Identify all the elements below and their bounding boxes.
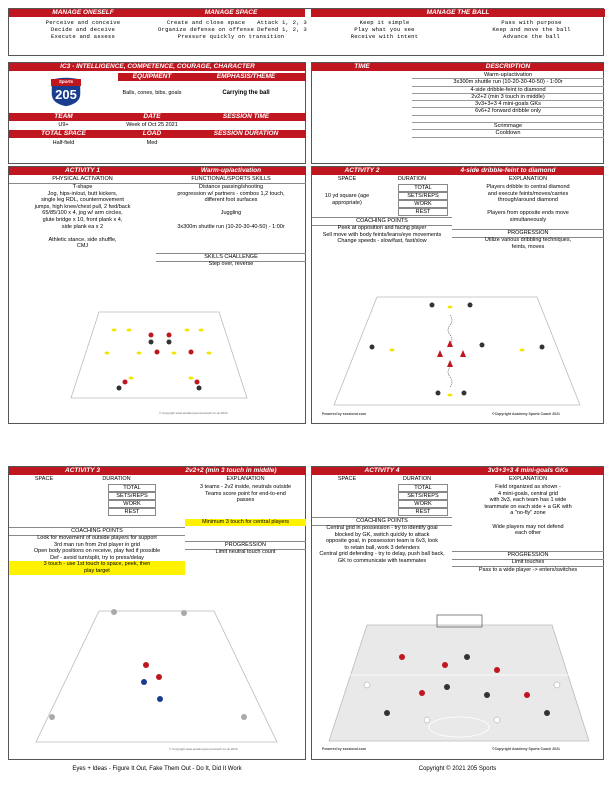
func-line: different foot surfaces — [204, 197, 258, 204]
prog-line: Utilize various dribbling techniques, — [484, 237, 572, 243]
func-line: progression w/ partners - combos 1,2 touch, — [177, 190, 285, 197]
duration-label: DURATION — [102, 476, 131, 482]
a4-expl-list — [452, 484, 604, 537]
schedule-row: Warm-up/activation — [412, 72, 604, 79]
space-header: TOTAL SPACE — [9, 130, 118, 138]
cp-line: Central grid defending - try to delay, push ball back, — [319, 551, 445, 558]
phys-line — [9, 230, 156, 237]
activity-3-diagram — [34, 607, 279, 747]
a2-cp-list — [312, 225, 452, 245]
expl-line: simultaneously — [509, 216, 547, 223]
a2-expl-list — [452, 184, 604, 224]
phys-line: single leg RDL, countermovement — [41, 197, 124, 204]
schedule-row: 6v6+2 forward dribble only — [412, 108, 604, 115]
ball-line: Advance the ball — [503, 33, 560, 40]
load-value: Med — [146, 140, 158, 146]
activity-4-copyright: ©Copyright Academy Sports Coach 2021 — [492, 747, 560, 751]
activity-1-diagram — [69, 310, 249, 400]
ball-line: Receive with intent — [350, 33, 419, 40]
expl-line: with 3v3, each team has 1 wide — [489, 497, 567, 504]
space-line: Organize defense on offense — [157, 26, 255, 33]
cp-line: Peek at opposition and facing player — [337, 225, 427, 231]
manage-oneself-list — [9, 19, 157, 40]
schedule-row: 3x300m shuttle run (10-20-30-40-50) - 1:00r — [412, 79, 604, 86]
prog-line: feints, moves — [511, 243, 545, 250]
phys-line: jumps, high knee/chest pull, 2 fwd/back — [34, 203, 131, 210]
space-label: SPACE — [34, 476, 54, 482]
activity-4-number: ACTIVITY 4 — [312, 467, 452, 475]
cp-line: to retain ball, work 3 defenders — [344, 544, 420, 551]
space-line: Attack 1, 2, 3 — [257, 19, 307, 26]
duration-label: DURATION — [397, 176, 427, 182]
expl-line: 4 mini-goals, central grid — [498, 490, 558, 497]
space-line: Defend 1, 2, 3 — [257, 26, 307, 33]
activity-2-number: ACTIVITY 2 — [312, 167, 412, 175]
activity-1-copyright: © Copyright www.academysoccercoach.co.uk 2019 — [159, 411, 228, 415]
activity-2-name: 4-side dribble-feint to diamond — [412, 167, 604, 175]
prog-line: Limit touches — [452, 559, 604, 567]
duration-sets: SETS/REPS — [398, 492, 448, 500]
activity-2-panel — [311, 166, 604, 424]
func-skills-label: FUNCTIONAL/SPORTS SKILLS — [156, 176, 306, 184]
coaching-points-label: COACHING POINTS — [312, 217, 452, 226]
phys-activation-label: PHYSICAL ACTIVATION — [9, 176, 156, 184]
schedule-row: Cooldown — [412, 130, 604, 137]
manage-ball-right — [458, 19, 605, 40]
schedule-panel — [311, 62, 604, 164]
skills-challenge-label: SKILLS CHALLENGE — [156, 253, 306, 262]
expl-line: teammate on each side + a GK with — [484, 503, 572, 510]
expl-line: and execute feints/moves/carries — [487, 190, 569, 197]
expl-line: through/around diamond — [498, 197, 558, 204]
activity-2-diagram — [332, 295, 582, 407]
expl-line: Players dribble to central diamond — [486, 184, 570, 190]
oneself-line: Decide and deceive — [50, 26, 116, 33]
logo — [49, 76, 83, 108]
progression-label: PROGRESSION — [452, 551, 604, 560]
expl-line: each other — [515, 530, 541, 537]
equipment-value: Balls, cones, bibs, goals — [122, 90, 182, 96]
activity-1-name: Warm-up/activation — [156, 167, 306, 175]
manage-ball-left — [311, 19, 458, 40]
space-line: Create and close space — [166, 19, 246, 26]
expl-line — [452, 204, 604, 211]
a3-cp-list — [9, 535, 185, 575]
manage-space-right — [255, 19, 309, 33]
progression-value: Limit neutral touch count — [215, 549, 276, 555]
schedule-row: Scrimmage — [412, 123, 604, 130]
manage-space-header: MANAGE SPACE — [157, 9, 305, 17]
activity-3-copyright: © Copyright www.academysoccercoach.co.uk 2019 — [169, 747, 238, 751]
expl-line: 3 teams - 2v2 inside, neutrals outside — [199, 484, 292, 490]
phys-line: side plank ea x 2 — [61, 223, 104, 230]
phys-line: Athletic stance, side shuffle, — [48, 236, 117, 243]
cp-line: Central grid in possession - try to identify goal — [326, 525, 438, 531]
expl-line: Wide players may not defend — [492, 523, 564, 530]
ball-line: Keep and move the ball — [492, 26, 571, 33]
load-header: LOAD — [118, 130, 186, 138]
expl-line — [452, 517, 604, 524]
duration-sets: SETS/REPS — [108, 492, 156, 500]
progression-label: PROGRESSION — [185, 541, 306, 550]
a4-prog-list — [452, 559, 604, 573]
cp-line: blocked by GK, switch quickly to attack — [334, 531, 430, 538]
footer-tagline: Eyes + Ideas - Figure It Out, Fake Them Out - Do It, Did It Work — [72, 766, 242, 772]
cp-line: Change speeds - slow/fast, fast/slow — [337, 238, 427, 245]
explanation-label: EXPLANATION — [226, 476, 265, 482]
date-value: Week of Oct 25 2021 — [126, 122, 178, 128]
space-bottom-line: Pressure quickly on transition — [177, 33, 285, 40]
explanation-label: EXPLANATION — [508, 176, 548, 182]
team-header: TEAM — [9, 113, 118, 121]
duration-sets: SETS/REPS — [398, 192, 448, 200]
session-panel — [8, 62, 306, 164]
phys-line: CMJ — [76, 243, 89, 250]
activity-1-number: ACTIVITY 1 — [9, 167, 156, 175]
schedule-row — [412, 116, 604, 123]
func-line: Distance passing/shooting — [198, 184, 264, 190]
phys-line: T-shape — [72, 184, 93, 190]
expl-line: a "no-fly" zone — [510, 510, 546, 517]
oneself-line: Perceive and conceive — [45, 19, 121, 26]
activity-2-copyright: ©Copyright Academy Sports Coach 2021 — [492, 412, 560, 416]
oneself-line: Execute and assess — [50, 33, 116, 40]
space-label: SPACE — [337, 476, 357, 482]
duration-work: WORK — [398, 500, 448, 508]
phys-line: 65/85/100 x 4, jog w/ arm circles, — [42, 210, 123, 217]
activity-4-powered: Powered by sessiond.com — [322, 747, 366, 751]
date-header: DATE — [118, 113, 186, 121]
phys-line: glute bridge x 10, front plank x 4, — [42, 216, 123, 223]
ic3-banner: IC3 - INTELLIGENCE, COMPETENCE, COURAGE, CHARACTER — [9, 63, 306, 71]
duration-total: TOTAL — [398, 184, 448, 192]
schedule-list — [412, 72, 604, 138]
coaching-points-label: COACHING POINTS — [312, 517, 452, 526]
space-value: Half-field — [52, 140, 75, 146]
top-banner — [8, 8, 604, 56]
description-header: DESCRIPTION — [412, 63, 604, 71]
activity-4-name: 3v3+3+3 4 mini-goals GKs — [452, 467, 604, 475]
cp-line: opposite goal, in possession team is 6v3, look — [326, 538, 438, 545]
space-value: 10 yd square (age appropriate) — [324, 193, 370, 206]
duration-total: TOTAL — [108, 484, 156, 492]
func-line — [156, 217, 306, 224]
func-line: 3x300m shuttle run (10-20-30-40-50) - 1:00r — [177, 223, 285, 230]
expl-line: Field organized as shown - — [495, 484, 561, 490]
cp-line: Sell move with body feints/leans/eye movements — [322, 231, 442, 238]
cp-line: Def - avoid turn/split, try to press/delay — [50, 554, 144, 561]
activity-3-panel — [8, 466, 306, 760]
duration-header: SESSION DURATION — [186, 130, 306, 138]
session-time-header: SESSION TIME — [186, 113, 306, 121]
prog-line: Pass to a wide player -> enters/switches — [478, 566, 578, 573]
cp-line: 3rd man run from 2nd player in grid — [54, 541, 140, 548]
duration-work: WORK — [398, 200, 448, 208]
cp-highlight: play target — [9, 568, 185, 575]
space-label: SPACE — [337, 176, 357, 182]
phys-list — [9, 184, 156, 250]
activity-1-panel — [8, 166, 306, 424]
a4-cp-list — [312, 525, 452, 565]
cp-highlight: 3 touch - use 1st touch to space, peek, then — [9, 561, 185, 568]
activity-2-powered: Powered by sessiond.com — [322, 412, 366, 416]
manage-ball-header: MANAGE THE BALL — [311, 9, 605, 17]
func-line: Juggling — [220, 210, 242, 217]
func-list — [156, 184, 306, 230]
duration-rest: REST — [108, 508, 156, 516]
activity-4-diagram — [327, 595, 592, 743]
manage-space-left — [157, 19, 255, 33]
ball-line: Play what you see — [354, 26, 415, 33]
emphasis-header: EMPHASIS/THEME — [186, 73, 306, 81]
ball-line: Keep it simple — [359, 19, 410, 26]
duration-label: DURATION — [402, 476, 432, 482]
duration-work: WORK — [108, 500, 156, 508]
a3-expl-list — [185, 484, 306, 504]
activity-3-number: ACTIVITY 3 — [9, 467, 156, 475]
expl-line: passes — [236, 497, 255, 504]
emphasis-value: Carrying the ball — [222, 90, 270, 96]
highlight-min-touch: Minimum 3 touch for central players — [185, 519, 306, 526]
explanation-label: EXPLANATION — [508, 476, 548, 482]
team-value: U9+ — [58, 122, 69, 128]
skills-challenge-value: Step over, reverse — [208, 261, 254, 267]
progression-label: PROGRESSION — [452, 229, 604, 238]
equipment-header: EQUIPMENT — [118, 73, 186, 81]
expl-line: Teams score point for end-to-end — [205, 490, 286, 497]
schedule-row: 4-side dribble-feint to diamond — [412, 87, 604, 94]
logo-number: 205 — [55, 87, 77, 102]
cp-line: Look for movement of outside players for support — [37, 535, 157, 541]
coaching-points-label: COACHING POINTS — [9, 527, 185, 536]
duration-total: TOTAL — [398, 484, 448, 492]
schedule-row: 3v3+3+3 4 mini-goals GKs — [412, 101, 604, 108]
manage-oneself-header: MANAGE ONESELF — [9, 9, 157, 17]
cp-line: GK to communicate with teammates — [337, 557, 427, 564]
phys-line: Jog, hips-in/out, butt kickers, — [47, 190, 118, 197]
a2-prog-list — [452, 237, 604, 250]
time-header: TIME — [312, 63, 412, 71]
schedule-row: 2v2+2 (min 3 touch in middle) — [412, 94, 604, 101]
ball-line: Pass with purpose — [501, 19, 562, 26]
logo-top-text: Sports — [58, 79, 74, 84]
activity-3-name: 2v2+2 (min 3 touch in middle) — [156, 467, 306, 475]
func-line — [156, 204, 306, 211]
footer-copyright: Copyright © 2021 205 Sports — [418, 766, 497, 772]
cp-line: Open body positions on receive, play fwd if possible — [33, 548, 161, 555]
duration-rest: REST — [398, 508, 448, 516]
duration-rest: REST — [398, 208, 448, 216]
expl-line: Players from opposite ends move — [487, 210, 569, 217]
activity-4-panel — [311, 466, 604, 760]
